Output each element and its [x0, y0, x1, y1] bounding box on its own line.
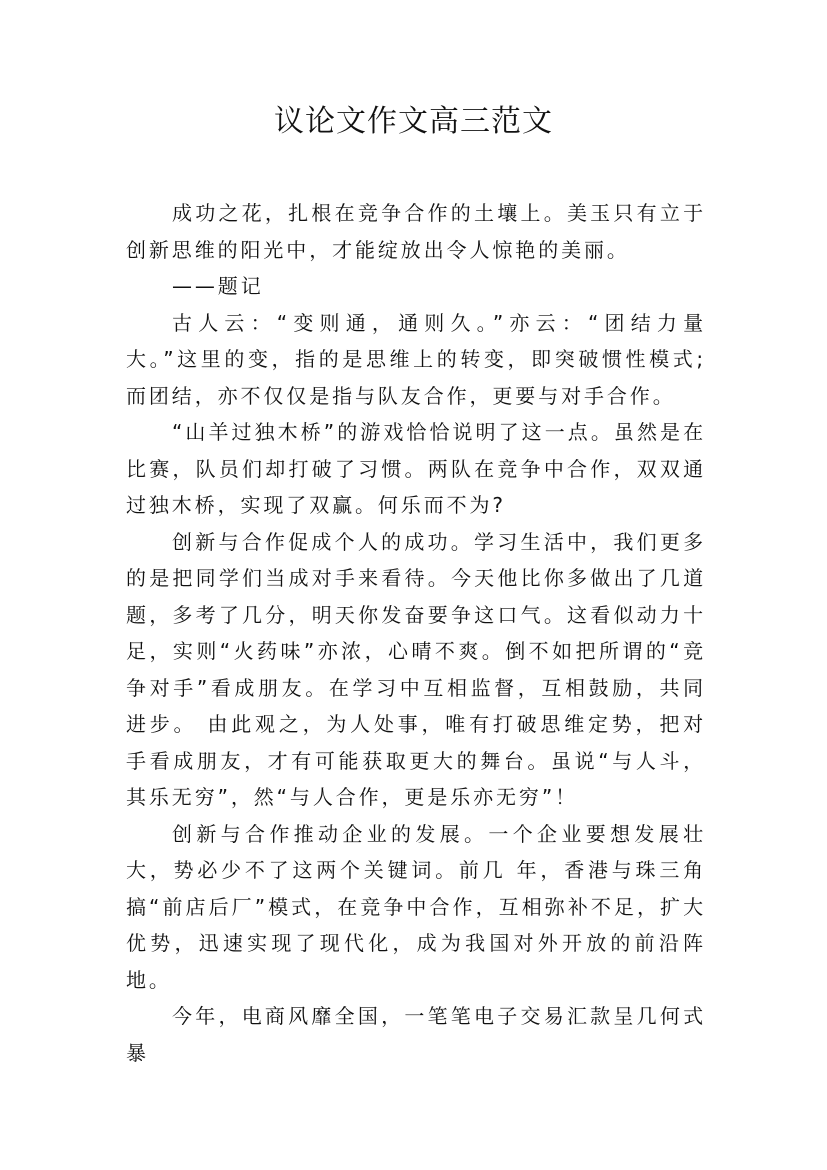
paragraph-enterprise-development: 创新与合作推动企业的发展。一个企业要想发展壮大，势必少不了这两个关键词。前几 年，香港与珠三角搞“前店后厂”模式，在竞争中合作，互相弥补不足，扩大优势，迅速实现了现代化，成为我国对外开放的前沿阵地。	[126, 821, 706, 992]
document-title: 议论文作文高三范文	[274, 104, 553, 139]
document-body	[126, 195, 706, 1071]
paragraph-ecommerce: 今年，电商风靡全国，一笔笔电子交易汇款呈几何式暴	[126, 1004, 706, 1065]
paragraph-personal-success: 创新与合作促成个人的成功。学习生活中，我们更多的是把同学们当成对手来看待。今天他比你多做出了几道题，多考了几分，明天你发奋要争这口气。这看似动力十足，实则“火药味”亦浓，心晴不爽。倒不如把所谓的“竞争对手”看成朋友。在学习中互相监督，互相鼓励，共同进步。 由此观之，为人处事，唯有打破思维定势，把对手看成朋友，才有可能获取更大的舞台。虽说“与人斗，其乐无穷”，然“与人合作，更是乐亦无穷”！	[126, 529, 706, 809]
paragraph-quote: 古人云：“变则通，通则久。”亦云：“团结力量大。”这里的变，指的是思维上的转变，即突破惯性模式;而团结，亦不仅仅是指与队友合作，更要与对手合作。	[126, 310, 706, 408]
paragraph-epigraph-label: ——题记	[172, 274, 264, 298]
paragraph-intro: 成功之花，扎根在竞争合作的土壤上。美玉只有立于创新思维的阳光中，才能绽放出令人惊艳的美丽。	[126, 201, 706, 262]
paragraph-goat-bridge: “山羊过独木桥”的游戏恰恰说明了这一点。虽然是在比赛，队员们却打破了习惯。两队在竞争中合作，双双通过独木桥，实现了双赢。何乐而不为?	[126, 420, 706, 517]
